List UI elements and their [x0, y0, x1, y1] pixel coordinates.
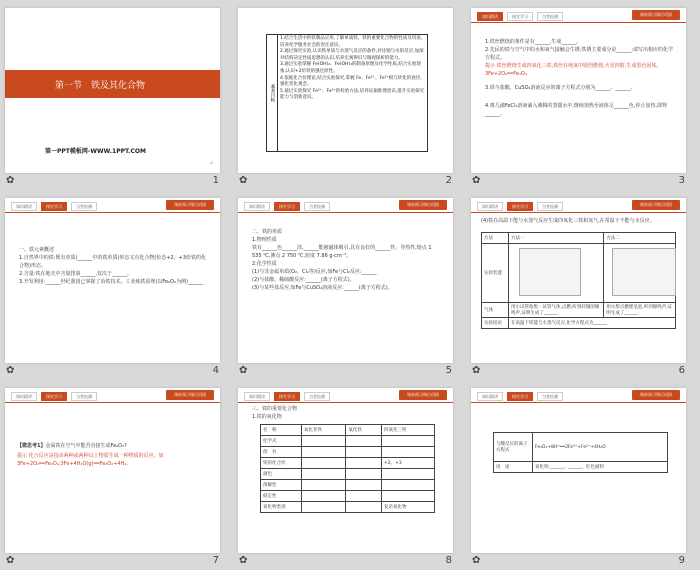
- goal-item: 2.通过探究实验,认识铁单质与水蒸气反应的条件,对比钠与水的反应,加深对结构决定性质思想的认识,培养宏观辨识与微观探析的能力。: [280, 49, 424, 61]
- slide-canvas: [5, 8, 220, 173]
- goals-list: [280, 36, 425, 102]
- slide-canvas: [238, 198, 453, 363]
- tab-divider: [471, 22, 686, 23]
- star-icon: ✿: [6, 365, 15, 376]
- tab-explore[interactable]: 探究学习: [274, 392, 300, 401]
- sub-heading: 1.铁的氧化物: [252, 414, 282, 420]
- tab-explore[interactable]: 探究学习: [507, 202, 533, 211]
- tab-explore[interactable]: 探究学习: [274, 202, 300, 211]
- tab-test[interactable]: 当堂检测: [537, 392, 563, 401]
- star-icon: ✿: [239, 555, 248, 566]
- table-cell: [346, 491, 382, 502]
- table-cell: [346, 458, 382, 469]
- slide-thumb-2[interactable]: [233, 0, 466, 190]
- table-cell: [302, 436, 346, 447]
- experiment-table: [481, 232, 676, 329]
- slide-thumb-7[interactable]: [0, 380, 233, 570]
- table-cell: 方法一: [509, 233, 604, 244]
- text-line: 2.含量:铁在地壳中含量排第______,仅次于______。: [19, 271, 133, 277]
- table-row: [261, 447, 435, 458]
- tab-explore[interactable]: 探究学习: [41, 392, 67, 401]
- tab-knowledge[interactable]: 知识精讲: [244, 392, 270, 401]
- table-row: [494, 433, 668, 462]
- section-badge: 课前预习课后巩固: [166, 390, 214, 400]
- intro-text: (4)铁在高温下能与水蒸气反应生成四氧化三铁和氢气,在常温下不能与水反应。: [481, 218, 655, 224]
- table-cell: [381, 480, 434, 491]
- table-row: [482, 244, 676, 303]
- table-cell: 用小试管收集一试管气体,点燃,听到轻微的爆鸣声,证明生成了______: [509, 303, 604, 318]
- slide-thumb-6[interactable]: [466, 190, 699, 380]
- title-banner: [5, 70, 220, 98]
- slide-canvas: [471, 8, 686, 173]
- table-cell: [381, 436, 434, 447]
- tab-knowledge[interactable]: 知识精讲: [477, 12, 503, 21]
- section-badge: 课前预习课后巩固: [632, 200, 680, 210]
- table-cell: [509, 244, 604, 303]
- text-line: 铁有______色______泽,______能被磁体吸引,具有良好的______性、导热性,熔点 1 535 ℃,沸点 2 750 ℃,密度 7.86 g·cm⁻³。: [252, 245, 432, 259]
- table-cell: [346, 447, 382, 458]
- tab-divider: [238, 402, 453, 403]
- slide-thumb-3[interactable]: [466, 0, 699, 190]
- section-badge: 课前预习课后巩固: [632, 390, 680, 400]
- table-cell: [302, 491, 346, 502]
- slide-number: 6: [678, 365, 685, 376]
- table-row: [261, 436, 435, 447]
- slide-body: [19, 246, 209, 286]
- tab-test[interactable]: 当堂检测: [71, 392, 97, 401]
- section-badge: 课前预习课后巩固: [632, 10, 680, 20]
- oxide-table-continued: [493, 432, 668, 473]
- tab-explore[interactable]: 探究学习: [41, 202, 67, 211]
- slide-number: 8: [445, 555, 452, 566]
- slide-thumb-4[interactable]: [0, 190, 233, 380]
- table-row: [261, 480, 435, 491]
- table-cell: 稳定性: [261, 491, 302, 502]
- section-badge: 课前预习课后巩固: [399, 390, 447, 400]
- text-line: 1.铁丝燃烧的条件是有______,生成______。: [485, 39, 582, 45]
- tab-divider: [471, 402, 686, 403]
- slide-number: 5: [445, 365, 452, 376]
- text-line: (2)与盐酸、稀硫酸反应:______(离子方程式)。: [252, 277, 355, 283]
- goal-item: 1.结合生活中的铁制品应用,了解单质铁、铁的重要化合物的性质及用途,培养化学服务社会的责任意识。: [280, 36, 423, 48]
- text-line: 3.铁与盐酸、CuSO₄溶液反应的离子方程式分别为______、______。: [485, 85, 636, 91]
- table-cell: [381, 469, 434, 480]
- section-badge: 课前预习课后巩固: [166, 200, 214, 210]
- slide-thumb-9[interactable]: [466, 380, 699, 570]
- table-cell: 气体: [482, 303, 509, 318]
- star-icon: ✿: [472, 365, 481, 376]
- apparatus-image-1: [519, 248, 581, 296]
- table-header-row: [482, 233, 676, 244]
- table-cell: [346, 469, 382, 480]
- tab-bar: [11, 392, 97, 401]
- slide-body: [252, 228, 442, 292]
- tab-knowledge[interactable]: 知识精讲: [477, 392, 503, 401]
- tab-bar: [11, 202, 97, 211]
- slide-canvas: [5, 198, 220, 363]
- tab-divider: [5, 212, 220, 213]
- slide-number: 7: [212, 555, 219, 566]
- small-icon: ⊿: [209, 160, 214, 166]
- goal-item: 4.依据化合价理论,结合实验探究,掌握 Fe、Fe²⁺、Fe³⁺相互转化的途径,强化变化观念。: [280, 75, 422, 88]
- goals-box: [266, 34, 428, 152]
- table-cell: [604, 244, 676, 303]
- tab-divider: [471, 212, 686, 213]
- text-line: 3.开发利用:______世纪我国已掌握了冶铁技术。工业炼铁原理(以Fe₂O₃为例)______: [19, 279, 203, 285]
- slide-number: 4: [212, 365, 219, 376]
- table-cell: [302, 458, 346, 469]
- question-text: 金属铁在空气中能否直接生成Fe₂O₃?: [45, 443, 127, 449]
- table-cell: 名 称: [261, 425, 302, 436]
- table-cell: [346, 436, 382, 447]
- text-line: (3)与某些盐反应,如Fe与CuSO₄溶液反应:______(离子方程式)。: [252, 285, 393, 291]
- goal-item: 5.通过实验探究 Fe²⁺、Fe³⁺的检验方法,培养证据推理意识,提升实验探究能力与创新意识。: [280, 88, 425, 101]
- tab-knowledge[interactable]: 知识精讲: [477, 202, 503, 211]
- table-cell: [381, 491, 434, 502]
- tab-bar: [244, 202, 330, 211]
- tab-test[interactable]: 当堂检测: [304, 202, 330, 211]
- table-header-row: [261, 425, 435, 436]
- section-heading: 二、铁的单质: [252, 229, 283, 235]
- hint-line: 提示 铁丝燃烧生成四氧化三铁,铁丝在纯氧中剧烈燃烧,火星四射,生成黑色固体。3Fe+2O₂══Fe₃O₄: [485, 63, 662, 77]
- table-cell: [302, 480, 346, 491]
- tab-bar: [477, 392, 563, 401]
- table-cell: [346, 480, 382, 491]
- star-icon: ✿: [239, 175, 248, 186]
- table-cell: [302, 502, 346, 513]
- tab-bar: [477, 12, 563, 21]
- tab-divider: [5, 402, 220, 403]
- table-row: [482, 318, 676, 329]
- table-cell: [302, 447, 346, 458]
- table-cell: 铁的化合价: [261, 458, 302, 469]
- table-cell: 四氧化三铁: [381, 425, 434, 436]
- table-cell: 溶解性: [261, 480, 302, 491]
- tab-divider: [238, 212, 453, 213]
- table-cell: [302, 469, 346, 480]
- slide-canvas: [471, 388, 686, 553]
- star-icon: ✿: [6, 175, 15, 186]
- text-line: 4.将几滴FeCl₃溶液滴入沸腾的蒸馏水中,继续加热至液体呈______色,停止加热,即得______。: [485, 103, 668, 117]
- table-cell: [381, 447, 434, 458]
- table-cell: 俗 名: [261, 447, 302, 458]
- slide-title: 第一节 铁及其化合物: [55, 81, 146, 91]
- slide-canvas: [471, 198, 686, 363]
- star-icon: ✿: [472, 175, 481, 186]
- section-heading: 三、铁的重要化合物: [252, 406, 298, 412]
- table-cell: 实验结论: [482, 318, 509, 329]
- text-line: 1.自然界中的铁:既有单质(______中的铁单质)形态又有化合物(价态+2、+3价铁的化合物)形态。: [19, 255, 207, 269]
- table-cell: 化学式: [261, 436, 302, 447]
- goals-side-label: 素养目标: [267, 35, 278, 151]
- tab-explore[interactable]: 探究学习: [507, 392, 533, 401]
- table-cell: 颜色: [261, 469, 302, 480]
- slide-thumb-5[interactable]: [233, 190, 466, 380]
- table-cell: 与酸反应的离子方程式: [494, 433, 533, 462]
- sub-heading: 2.化学性质: [252, 261, 277, 267]
- tab-test[interactable]: 当堂检测: [71, 202, 97, 211]
- tab-explore[interactable]: 探究学习: [507, 12, 533, 21]
- star-icon: ✿: [6, 555, 15, 566]
- section-heading: 一、铁元素概述: [19, 247, 55, 253]
- tab-test[interactable]: 当堂检测: [537, 202, 563, 211]
- slide-number: 3: [678, 175, 685, 186]
- table-cell: 实验装置: [482, 244, 509, 303]
- table-cell: 复杂氧化物: [381, 502, 434, 513]
- section-badge: 课前预习课后巩固: [399, 200, 447, 210]
- apparatus-image-2: [612, 248, 676, 296]
- table-cell: 方法二: [604, 233, 676, 244]
- star-icon: ✿: [472, 555, 481, 566]
- table-cell: 氧化亚铁: [302, 425, 346, 436]
- text-line: 2.先民的铁与空气中的水和氧气接触会生锈,铁锈主要成分是______;请写出相应的化学方程式。: [485, 47, 674, 61]
- table-row: [261, 491, 435, 502]
- goal-item: 3.通过实验掌握 Fe(OH)₂、Fe(OH)₃的制备原理及化学性质,结合实验现象,认识+2价铁的强还原性。: [280, 62, 421, 74]
- slide-thumb-1[interactable]: [0, 0, 233, 190]
- question-label: 【微思考1】: [17, 443, 46, 449]
- slide-body: [17, 442, 212, 468]
- slide-canvas: [238, 8, 453, 173]
- tab-knowledge[interactable]: 知识精讲: [244, 202, 270, 211]
- table-cell: 氧化物类别: [261, 502, 302, 513]
- tab-bar: [477, 202, 563, 211]
- table-cell: 用火柴点燃肥皂泡,听到爆鸣声,证明生成了______: [604, 303, 676, 318]
- table-cell: 氧化铁:______、______、红色颜料: [533, 462, 668, 473]
- table-row: [482, 303, 676, 318]
- text-line: (1)与非金属单质(O₂、Cl₂等)反应,如Fe与Cl₂反应:______: [252, 269, 377, 275]
- table-cell: 氧化铁: [346, 425, 382, 436]
- table-cell: Fe₃O₄+8H⁺══2Fe³⁺+Fe²⁺+4H₂O: [533, 433, 668, 462]
- table-cell: 方法: [482, 233, 509, 244]
- oxide-table: [260, 424, 435, 513]
- tab-test[interactable]: 当堂检测: [537, 12, 563, 21]
- tab-knowledge[interactable]: 知识精讲: [11, 202, 37, 211]
- slide-body: [485, 38, 675, 118]
- table-row: [261, 502, 435, 513]
- brand-text: 第一PPT模板网-WWW.1PPT.COM: [45, 148, 146, 155]
- tab-knowledge[interactable]: 知识精讲: [11, 392, 37, 401]
- table-cell: 在高温下铁能与水蒸气反应,化学方程式为______: [509, 318, 676, 329]
- sub-heading: 1.物理性质: [252, 237, 277, 243]
- slide-canvas: [238, 388, 453, 553]
- tab-bar: [244, 392, 330, 401]
- slide-thumb-8[interactable]: [233, 380, 466, 570]
- slide-canvas: [5, 388, 220, 553]
- slide-number: 2: [445, 175, 452, 186]
- table-cell: +2、+3: [381, 458, 434, 469]
- table-cell: [346, 502, 382, 513]
- table-cell: 用 途: [494, 462, 533, 473]
- slide-number: 9: [678, 555, 685, 566]
- hint-text: 提示 化合反应是指由两种或两种以上物质生成一种物质的反应。如 3Fe+2O₂══Fe₃O₄;3Fe+4H₂O(g)══Fe₃O₄+4H₂。: [17, 453, 164, 467]
- slide-number: 1: [212, 175, 219, 186]
- table-row: [494, 462, 668, 473]
- star-icon: ✿: [239, 365, 248, 376]
- table-row: [261, 469, 435, 480]
- tab-test[interactable]: 当堂检测: [304, 392, 330, 401]
- table-row: [261, 458, 435, 469]
